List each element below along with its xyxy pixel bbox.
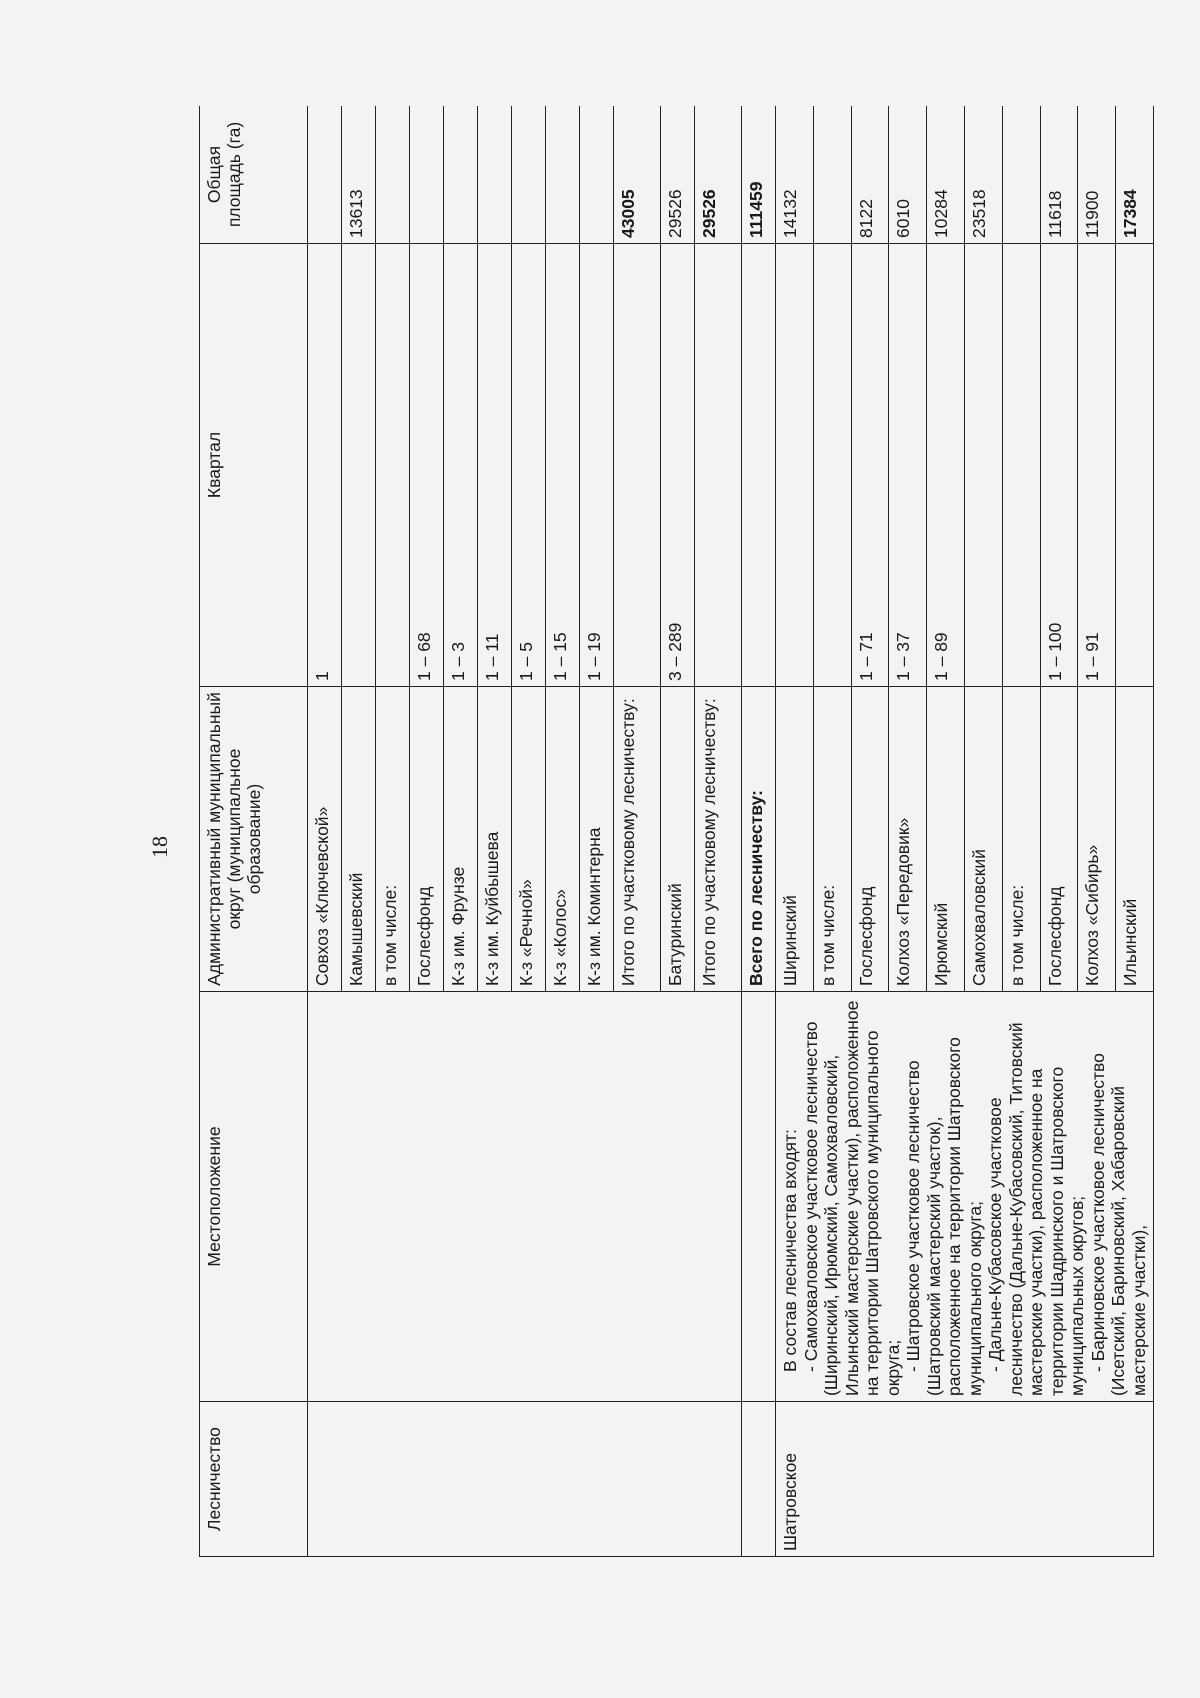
quarter-cell: 1 – 15 (546, 244, 580, 687)
area-cell: 29526 (661, 106, 695, 244)
quarter-cell (813, 244, 851, 687)
rotated-sheet (199, 106, 1200, 1557)
header-forestry: Лесничество (200, 1402, 308, 1557)
forestry-table (199, 106, 1154, 1557)
quarter-cell: 1 – 100 (1040, 244, 1078, 687)
table-row (776, 106, 814, 1557)
admin-cell: Колхоз «Сибирь» (1078, 687, 1116, 992)
admin-cell: в том числе: (1002, 687, 1040, 992)
admin-cell: Колхоз «Передовик» (889, 687, 927, 992)
admin-cell: Гослесфонд (851, 687, 889, 992)
admin-cell: К-з им. Фрунзе (444, 687, 478, 992)
forestry-cell-empty (308, 1402, 742, 1557)
location-cell (776, 992, 1154, 1402)
quarter-cell (776, 244, 814, 687)
admin-cell: Ширинский (776, 687, 814, 992)
quarter-cell: 1 – 19 (580, 244, 614, 687)
admin-cell: Совхоз «Ключевской» (308, 687, 342, 992)
admin-cell: Ирюмский (927, 687, 965, 992)
quarter-cell (376, 244, 410, 687)
quarter-cell: 1 – 91 (1078, 244, 1116, 687)
admin-cell: К-з им. Куйбышева (478, 687, 512, 992)
area-cell: 23518 (964, 106, 1002, 244)
area-cell: 111459 (742, 106, 776, 244)
quarter-cell (1116, 244, 1154, 687)
quarter-cell: 1 (308, 244, 342, 687)
header-location: Местоположение (200, 992, 308, 1402)
admin-cell: Самохваловский (964, 687, 1002, 992)
admin-cell: К-з им. Коминтерна (580, 687, 614, 992)
forestry-cell: Шатровское (776, 1402, 1154, 1557)
area-cell (308, 106, 342, 244)
admin-cell: К-з «Колос» (546, 687, 580, 992)
header-area: Общая площадь (га) (200, 106, 308, 244)
area-cell (813, 106, 851, 244)
location-cell-empty (308, 992, 742, 1402)
admin-cell: К-з «Речной» (512, 687, 546, 992)
admin-cell: в том числе: (813, 687, 851, 992)
admin-cell: Ильинский (1116, 687, 1154, 992)
area-cell (410, 106, 444, 244)
location-line: - Дальне-Кубасовское участковое лесничество (Дальне-Кубасовский, Титовский мастерские участки), расположенное на территории Шадринского и Шатровского муниципальных округов; (985, 1022, 1087, 1396)
area-cell (546, 106, 580, 244)
area-cell: 8122 (851, 106, 889, 244)
area-cell: 29526 (695, 106, 742, 244)
area-cell: 10284 (927, 106, 965, 244)
quarter-cell (342, 244, 376, 687)
quarter-cell: 1 – 37 (889, 244, 927, 687)
admin-cell: Батуринский (661, 687, 695, 992)
admin-cell: Итого по участковому лесничеству: (695, 687, 742, 992)
admin-cell: в том числе: (376, 687, 410, 992)
quarter-cell: 1 – 3 (444, 244, 478, 687)
quarter-cell: 1 – 5 (512, 244, 546, 687)
quarter-cell: 1 – 89 (927, 244, 965, 687)
admin-cell: Гослесфонд (410, 687, 444, 992)
quarter-cell (964, 244, 1002, 687)
location-cell-empty (742, 992, 776, 1402)
quarter-cell: 1 – 68 (410, 244, 444, 687)
location-line: - Шатровское участковое лесничество (Шатровский мастерский участок), расположенное на территории Шатровского муниципального округа; (903, 1037, 985, 1396)
area-cell: 6010 (889, 106, 927, 244)
area-cell: 14132 (776, 106, 814, 244)
area-cell: 43005 (614, 106, 661, 244)
area-cell (580, 106, 614, 244)
area-cell: 17384 (1116, 106, 1154, 244)
forestry-cell-empty (742, 1402, 776, 1557)
page-number: 18 (147, 836, 172, 858)
area-cell (1002, 106, 1040, 244)
table-row-total (742, 106, 776, 1557)
quarter-cell: 3 – 289 (661, 244, 695, 687)
area-cell (444, 106, 478, 244)
location-line: - Самохваловское участковое лесничество (Ширинский, Ирюмский, Самохваловский, Ильинский мастерские участки), расположенное на территории Шатровского муниципального округа; (800, 1000, 903, 1396)
location-line: - Бариновское участковое лесничество (Исетский, Бариновский, Хабаровский мастерские участки), (1087, 1053, 1149, 1396)
header-row (200, 106, 308, 1557)
quarter-cell (695, 244, 742, 687)
area-cell (376, 106, 410, 244)
table-row (308, 106, 342, 1557)
admin-cell: Всего по лесничеству: (742, 687, 776, 992)
header-admin: Административный муниципальный округ (муниципальное образование) (200, 687, 308, 992)
table-container (199, 106, 1200, 1557)
admin-cell: Итого по участковому лесничеству: (614, 687, 661, 992)
area-cell (512, 106, 546, 244)
quarter-cell: 1 – 11 (478, 244, 512, 687)
admin-cell: Гослесфонд (1040, 687, 1078, 992)
location-line: В состав лесничества входят: (780, 1129, 800, 1372)
admin-cell: Камышевский (342, 687, 376, 992)
quarter-cell (1002, 244, 1040, 687)
area-cell (478, 106, 512, 244)
quarter-cell (614, 244, 661, 687)
area-cell: 11618 (1040, 106, 1078, 244)
quarter-cell: 1 – 71 (851, 244, 889, 687)
area-cell: 11900 (1078, 106, 1116, 244)
area-cell: 13613 (342, 106, 376, 244)
header-quarter: Квартал (200, 244, 308, 687)
quarter-cell (742, 244, 776, 687)
